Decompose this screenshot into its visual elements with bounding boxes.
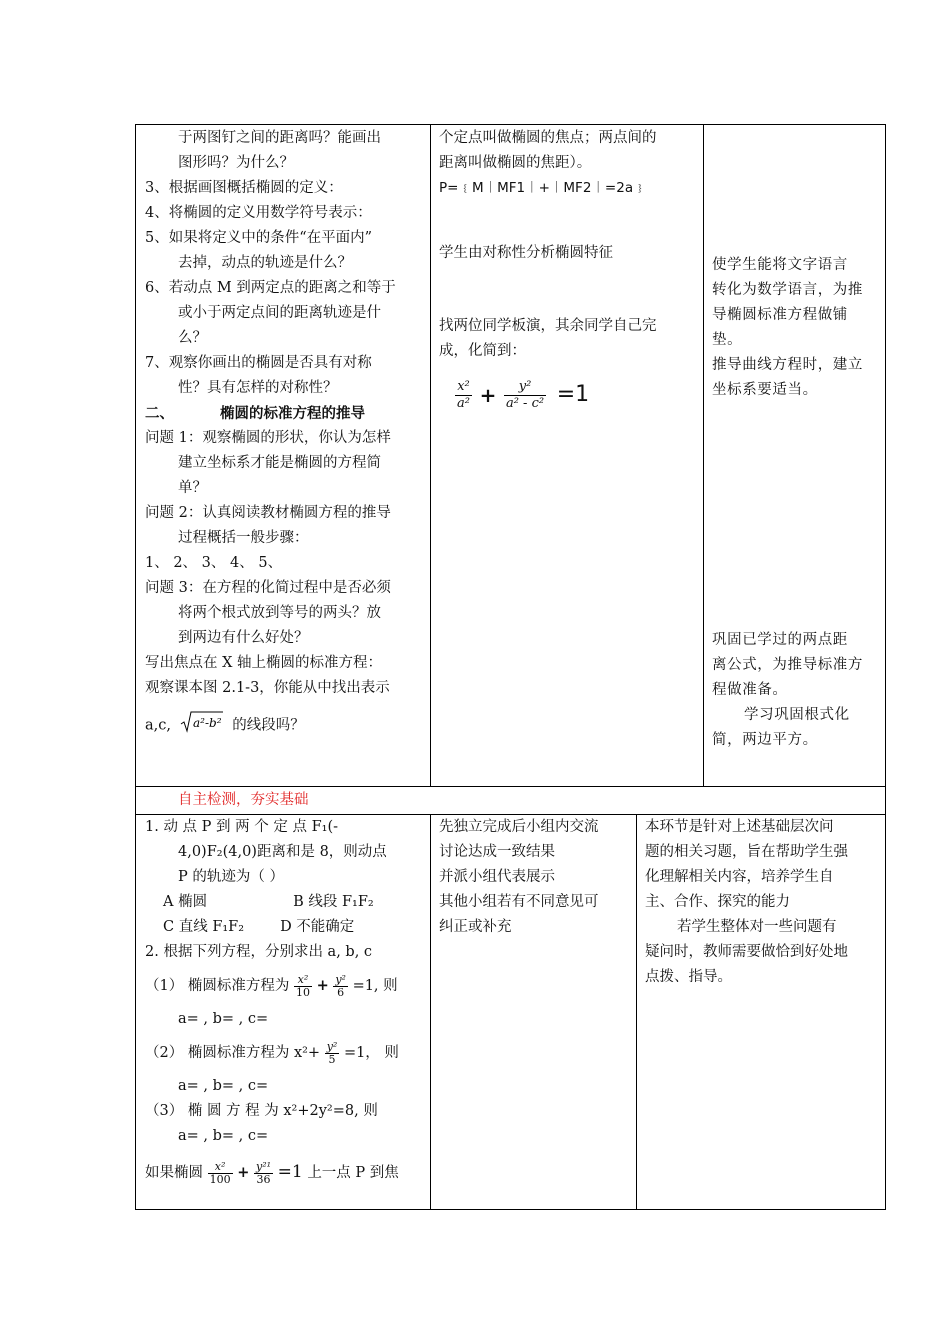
text-line: 讨论达成一致结果 bbox=[439, 844, 555, 860]
purpose-cell bbox=[645, 815, 881, 990]
student-activity-cell bbox=[439, 126, 701, 420]
col-divider-2 bbox=[703, 125, 704, 786]
text-line: 5、如果将定义中的条件“在平面内” bbox=[145, 230, 373, 246]
option-d: D 不能确定 bbox=[280, 919, 355, 935]
blank-line: a= , b= , c= bbox=[178, 1128, 269, 1144]
blank-line: a= , b= , c= bbox=[178, 1078, 269, 1094]
text-line: 疑问时，教师需要做恰到好处地 bbox=[645, 944, 848, 960]
text-line: 学生由对称性分析椭圆特征 bbox=[439, 245, 613, 261]
text-line: 6、若动点 M 到两定点的距离之和等于 bbox=[145, 280, 396, 296]
text-line: 1. 动 点 P 到 两 个 定 点 F₁(- bbox=[145, 819, 339, 835]
text-line: 先独立完成后小组内交流 bbox=[439, 819, 599, 835]
text-line: 学习巩固根式化 bbox=[744, 707, 850, 723]
text-line: 个定点叫做椭圆的焦点；两点间的 bbox=[439, 130, 657, 146]
equation-line-1: （1） 椭圆标准方程为 $\frac{\text{x²}}{10}$ + $\frac{\text{y²}}{6}$ =1, 则 bbox=[145, 972, 398, 999]
text-tail: 的线段吗？ bbox=[232, 717, 305, 734]
text-line: 么？ bbox=[178, 330, 207, 346]
design-intent-cell bbox=[712, 253, 880, 753]
equation-line-3: 如果椭圆 $\frac{\text{x²}}{100}$ + $\frac{\text{y²¹}}{36}$ =1 上一点 P 到焦 bbox=[145, 1159, 399, 1186]
col-divider-4 bbox=[636, 814, 637, 1210]
text-line: 成，化简到： bbox=[439, 343, 526, 359]
formula-frac-y: $\frac{\text{y²}}{\text{a² - c²}}$ bbox=[505, 378, 545, 411]
text-line: 距离叫做椭圆的焦距）。 bbox=[439, 155, 592, 171]
text-line: 问题 1：观察椭圆的形状，你认为怎样 bbox=[145, 430, 391, 446]
group-activity-cell bbox=[439, 815, 634, 940]
text-line: 去掉，动点的轨迹是什么？ bbox=[178, 255, 352, 271]
blank-line: a= , b= , c= bbox=[178, 1011, 269, 1027]
text-line: 点拨、指导。 bbox=[645, 969, 732, 985]
text-line: 于两图钉之间的距离吗？能画出 bbox=[178, 130, 381, 146]
sqrt-expression bbox=[180, 709, 224, 742]
frac-y-5: $\frac{\text{y²}}{5}$ bbox=[326, 1039, 338, 1066]
process-cell bbox=[145, 126, 425, 742]
text-line: 1、 2、 3、 4、 5、 bbox=[145, 555, 283, 571]
text-line: P 的轨迹为（ ） bbox=[178, 869, 284, 885]
text-line: 找两位同学板演，其余同学自己完 bbox=[439, 318, 657, 334]
text-line: 纠正或补充 bbox=[439, 919, 512, 935]
formula-frac-x: $\frac{\text{x²}}{\text{a²}}$ bbox=[457, 378, 470, 411]
text-line: 转化为数学语言，为推 bbox=[712, 282, 863, 298]
col-divider-1 bbox=[430, 125, 431, 786]
text-line: （3） 椭 圆 方 程 为 x²+2y²=8, 则 bbox=[145, 1103, 378, 1119]
text-line: 坐标系要适当。 bbox=[712, 382, 818, 398]
text-line: 程做准备。 bbox=[712, 682, 788, 698]
text-line: 问题 3：在方程的化简过程中是否必须 bbox=[145, 580, 391, 596]
section-number: 二、 bbox=[145, 405, 174, 422]
text-line: 2. 根据下列方程，分别求出 a, b, c bbox=[145, 944, 373, 960]
text-line: 单？ bbox=[178, 480, 207, 496]
col-divider-3 bbox=[430, 814, 431, 1210]
text-line: 4,0)F₂(4,0)距离和是 8，则动点 bbox=[178, 844, 387, 860]
section-heading bbox=[145, 401, 425, 426]
option-c: C 直线 F₁F₂ bbox=[163, 919, 245, 935]
text-line: 导椭圆标准方程做铺 bbox=[712, 307, 848, 323]
var-list: a,c, bbox=[145, 717, 171, 734]
text-line: 离公式，为推导标准方 bbox=[712, 657, 863, 673]
section-header: 自主检测，夯实基础 bbox=[178, 792, 309, 808]
text-line: 过程概括一般步骤： bbox=[178, 530, 309, 546]
text-line: 简，两边平方。 bbox=[712, 732, 818, 748]
sqrt-icon bbox=[180, 709, 224, 733]
text-line: 问题 2：认真阅读教材椭圆方程的推导 bbox=[145, 505, 391, 521]
option-a: A 椭圆 bbox=[163, 894, 208, 910]
text-line: 将两个根式放到等号的两头？放 bbox=[178, 605, 381, 621]
text-line: 本环节是针对上述基础层次问 bbox=[645, 819, 834, 835]
option-row bbox=[145, 890, 425, 915]
formula-eq: =1 bbox=[556, 382, 590, 407]
text-line: 性？具有怎样的对称性？ bbox=[178, 380, 338, 396]
text-line bbox=[145, 709, 425, 742]
text-line: 建立坐标系才能是椭圆的方程简 bbox=[178, 455, 381, 471]
text-line: 主、合作、探究的能力 bbox=[645, 894, 790, 910]
option-row bbox=[145, 915, 425, 940]
text-line: 到两边有什么好处？ bbox=[178, 630, 309, 646]
formula-plus: + bbox=[479, 383, 497, 407]
text-line: 或小于两定点间的距离轨迹是什 bbox=[178, 305, 381, 321]
text-line: 其他小组若有不同意见可 bbox=[439, 894, 599, 910]
text-line: 写出焦点在 X 轴上椭圆的标准方程： bbox=[145, 655, 383, 671]
frac-x-10: $\frac{\text{x²}}{10}$ bbox=[295, 972, 310, 999]
frac-y-6: $\frac{\text{y²}}{6}$ bbox=[335, 972, 346, 999]
equation-line-2: （2） 椭圆标准方程为 x²+ $\frac{\text{y²}}{5}$ =1， 则 bbox=[145, 1039, 399, 1066]
text-line: 巩固已学过的两点距 bbox=[712, 632, 848, 648]
sqrt-radicand: a²-b² bbox=[192, 716, 222, 730]
lesson-table bbox=[135, 124, 886, 1210]
text-line: 并派小组代表展示 bbox=[439, 869, 555, 885]
text-line: 7、观察你画出的椭圆是否具有对称 bbox=[145, 355, 372, 371]
text-line: 垫。 bbox=[712, 332, 743, 348]
text-line: 若学生整体对一些问题有 bbox=[677, 919, 837, 935]
text-line: 4、将椭圆的定义用数学符号表示： bbox=[145, 205, 372, 221]
text-line: 题的相关习题，旨在帮助学生强 bbox=[645, 844, 848, 860]
text-line: 观察课本图 2.1-3，你能从中找出表示 bbox=[145, 680, 390, 696]
section-title: 椭圆的标准方程的推导 bbox=[220, 405, 365, 422]
text-line: 图形吗？为什么？ bbox=[178, 155, 294, 171]
text-line: 推导曲线方程时，建立 bbox=[712, 357, 863, 373]
ellipse-formula bbox=[455, 370, 701, 420]
option-b: B 线段 F₁F₂ bbox=[293, 894, 374, 910]
frac-y-36: $\frac{\text{y²¹}}{36}$ bbox=[255, 1159, 272, 1186]
set-notation: P=﹛M︱MF1︱+︱MF2︱=2a﹜ bbox=[439, 180, 647, 196]
text-line: 3、根据画图概括椭圆的定义： bbox=[145, 180, 343, 196]
text-line: 使学生能将文字语言 bbox=[712, 257, 848, 273]
frac-x-100: $\frac{\text{x²}}{100}$ bbox=[209, 1159, 231, 1186]
text-line: 化理解相关内容，培养学生自 bbox=[645, 869, 834, 885]
exercise-cell bbox=[145, 815, 425, 1195]
